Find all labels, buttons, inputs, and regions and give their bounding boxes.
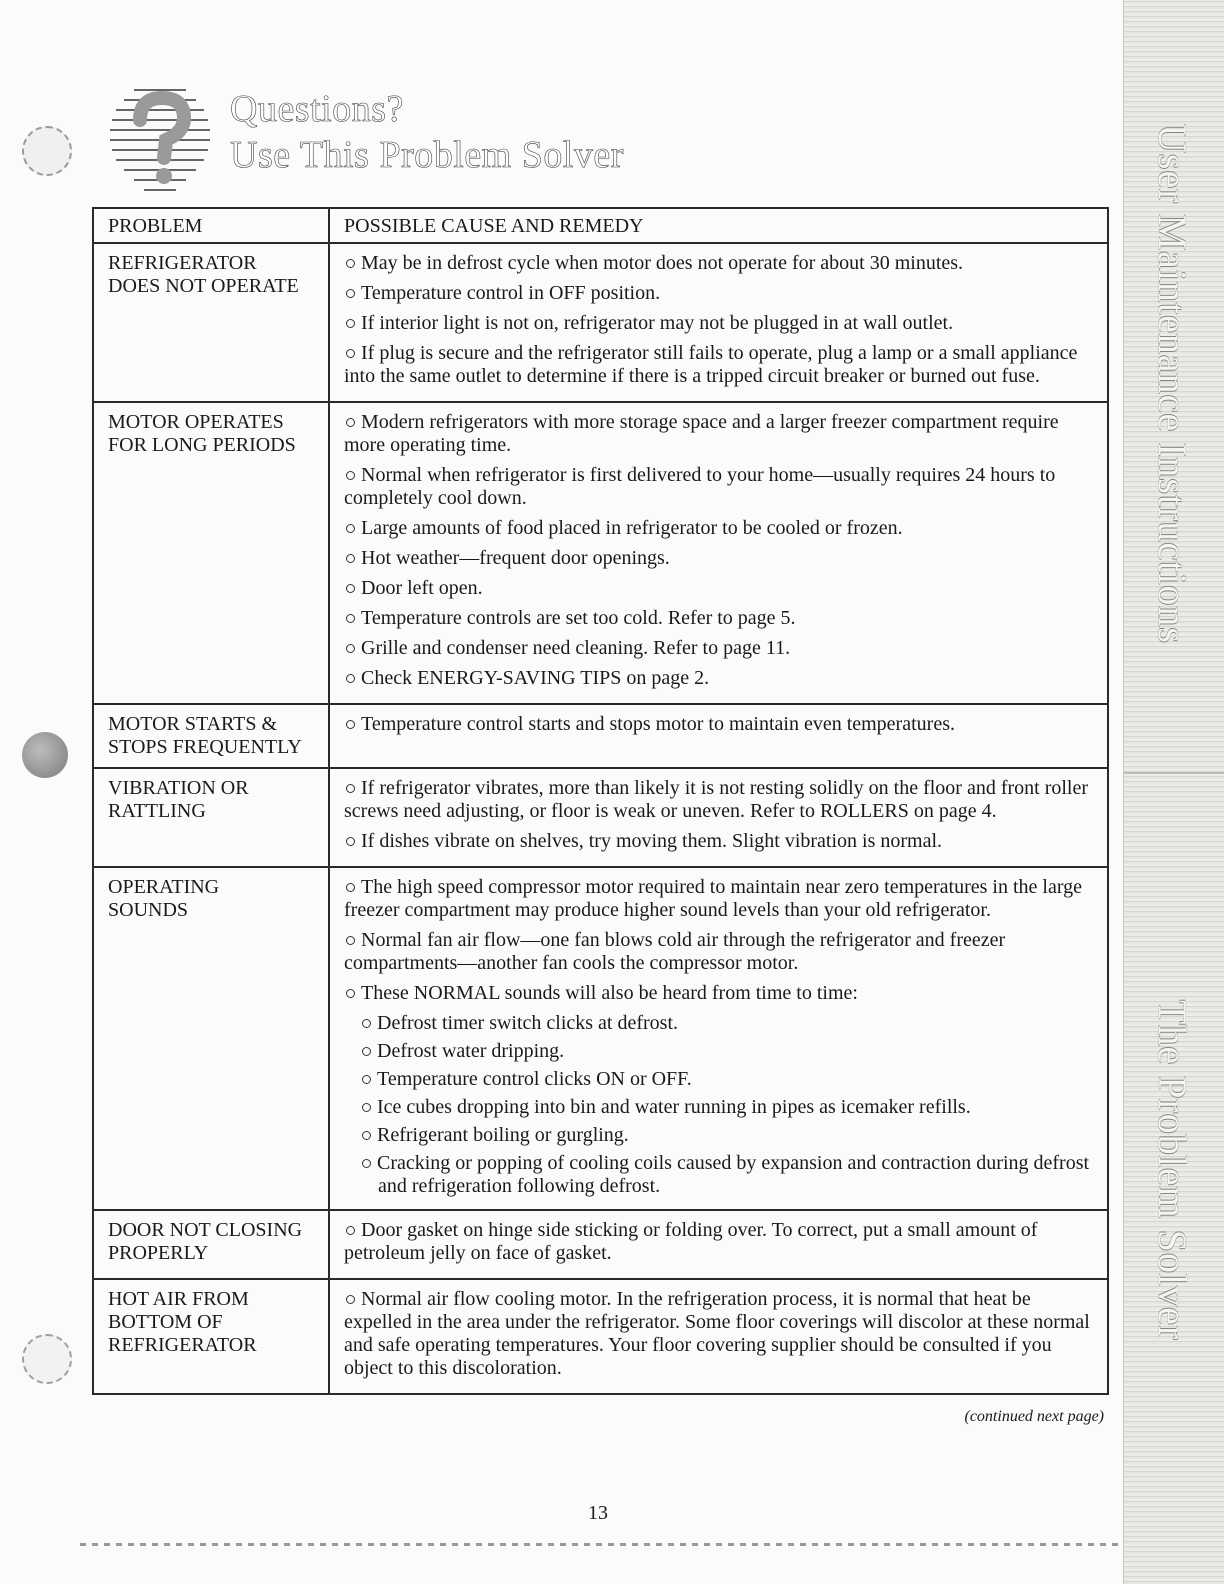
remedy-cell bbox=[330, 705, 1107, 767]
remedy-item: Normal when refrigerator is first delivered to your home—usually requires 24 hours to completely cool down. bbox=[344, 464, 1056, 509]
bullet-icon bbox=[346, 259, 355, 268]
bullet-icon bbox=[346, 1295, 355, 1304]
remedy-item: If refrigerator vibrates, more than likely it is not resting solidly on the floor and front roller screws need adjusting, or floor is weak or uneven. Refer to ROLLERS on page 4. bbox=[344, 777, 1089, 822]
side-tab-label-maintenance: User Maintenance Instructions bbox=[1150, 124, 1195, 644]
table-row bbox=[94, 705, 1107, 769]
bullet-icon bbox=[346, 1226, 355, 1235]
question-mark-icon bbox=[104, 84, 216, 196]
problem-line: FOR LONG PERIODS bbox=[108, 434, 296, 456]
problem-line: RATTLING bbox=[108, 800, 206, 822]
table-row bbox=[94, 1280, 1107, 1395]
bullet-icon bbox=[362, 1103, 371, 1112]
problem-line: REFRIGERATOR bbox=[108, 252, 257, 274]
bullet-icon bbox=[346, 418, 355, 427]
sub-remedy-item: Ice cubes dropping into bin and water running in pipes as icemaker refills. bbox=[360, 1096, 1091, 1119]
bullet-icon bbox=[346, 644, 355, 653]
problem-line: BOTTOM OF bbox=[108, 1311, 223, 1333]
side-tab-label-problem-solver: The Problem Solver bbox=[1150, 1000, 1195, 1341]
remedy-item: The high speed compressor motor required to maintain near zero temperatures in the large freezer compartment may produce higher sound levels than your old refrigerator. bbox=[344, 876, 1083, 921]
remedy-item: If dishes vibrate on shelves, try moving them. Slight vibration is normal. bbox=[344, 830, 1091, 853]
remedy-item: If plug is secure and the refrigerator still fails to operate, plug a lamp or a small appliance into the same outlet to determine if there is a tripped circuit breaker or burned out fuse. bbox=[344, 342, 1078, 387]
column-header-problem: PROBLEM bbox=[94, 209, 330, 242]
table-header-row bbox=[94, 209, 1107, 244]
binder-hole-icon bbox=[22, 126, 72, 176]
remedy-item: May be in defrost cycle when motor does not operate for about 30 minutes. bbox=[344, 252, 1091, 275]
problem-line: DOES NOT OPERATE bbox=[108, 275, 299, 297]
bullet-icon bbox=[346, 584, 355, 593]
side-tab-strip bbox=[1123, 0, 1224, 1584]
remedy-item: Normal air flow cooling motor. In the refrigeration process, it is normal that heat be expelled in the area under the refrigerator. Some floor coverings will discolor at these normal and safe operating temperatures. Your floor covering supplier should be consulted if you object to this discoloration. bbox=[344, 1288, 1090, 1379]
bullet-icon bbox=[362, 1159, 371, 1168]
footer-divider bbox=[80, 1543, 1120, 1546]
problem-cell bbox=[94, 705, 330, 767]
problem-line: MOTOR OPERATES bbox=[108, 411, 284, 433]
remedy-cell bbox=[330, 769, 1107, 866]
remedy-item: Hot weather—frequent door openings. bbox=[344, 547, 1091, 570]
bullet-icon bbox=[346, 784, 355, 793]
bullet-icon bbox=[346, 883, 355, 892]
remedy-cell bbox=[330, 1280, 1107, 1393]
remedy-item: Temperature control starts and stops motor to maintain even temperatures. bbox=[344, 713, 1091, 736]
problem-line: STOPS FREQUENTLY bbox=[108, 736, 302, 758]
sub-remedy-item: Cracking or popping of cooling coils caused by expansion and contraction during defrost and refrigeration following defrost. bbox=[360, 1152, 1091, 1198]
remedy-cell bbox=[330, 1211, 1107, 1278]
title-line-1: Questions? bbox=[230, 88, 404, 130]
remedy-item: Temperature controls are set too cold. Refer to page 5. bbox=[344, 607, 1091, 630]
bullet-icon bbox=[346, 674, 355, 683]
remedy-item: If interior light is not on, refrigerator may not be plugged in at wall outlet. bbox=[344, 312, 1091, 335]
problem-line: SOUNDS bbox=[108, 899, 189, 921]
binder-hole-icon bbox=[22, 1334, 72, 1384]
sub-remedy-item: Refrigerant boiling or gurgling. bbox=[360, 1124, 1091, 1147]
binder-hole-icon bbox=[22, 732, 68, 778]
remedy-item: Large amounts of food placed in refrigerator to be cooled or frozen. bbox=[344, 517, 1091, 540]
bullet-icon bbox=[346, 319, 355, 328]
sub-remedy-item: Temperature control clicks ON or OFF. bbox=[360, 1068, 1091, 1091]
remedy-item: Grille and condenser need cleaning. Refer to page 11. bbox=[344, 637, 1091, 660]
bullet-icon bbox=[346, 720, 355, 729]
table-row bbox=[94, 769, 1107, 868]
problem-line: OPERATING bbox=[108, 876, 220, 898]
problem-line: MOTOR STARTS & bbox=[108, 713, 278, 735]
problem-line: DOOR NOT CLOSING bbox=[108, 1219, 303, 1241]
table-row bbox=[94, 1211, 1107, 1280]
bullet-icon bbox=[362, 1047, 371, 1056]
remedy-item: Temperature control in OFF position. bbox=[344, 282, 1091, 305]
remedy-item: These NORMAL sounds will also be heard from time to time: bbox=[344, 982, 1091, 1005]
remedy-item: Modern refrigerators with more storage space and a larger freezer compartment require more operating time. bbox=[344, 411, 1059, 456]
remedy-item: Door gasket on hinge side sticking or folding over. To correct, put a small amount of petroleum jelly on face of gasket. bbox=[344, 1219, 1038, 1264]
remedy-cell bbox=[330, 244, 1107, 401]
problem-line: VIBRATION OR bbox=[108, 777, 249, 799]
page-title bbox=[230, 86, 624, 178]
continued-note: (continued next page) bbox=[964, 1408, 1104, 1425]
problem-cell bbox=[94, 403, 330, 703]
remedy-item: Normal fan air flow—one fan blows cold air through the refrigerator and freezer compartments—another fan cools the compressor motor. bbox=[344, 929, 1006, 974]
table-row bbox=[94, 403, 1107, 705]
problem-cell bbox=[94, 244, 330, 401]
problem-line: REFRIGERATOR bbox=[108, 1334, 257, 1356]
problem-cell bbox=[94, 868, 330, 1209]
page-number: 13 bbox=[588, 1502, 608, 1524]
bullet-icon bbox=[346, 614, 355, 623]
problem-cell bbox=[94, 1280, 330, 1393]
problem-line: HOT AIR FROM bbox=[108, 1288, 249, 1310]
bullet-icon bbox=[346, 524, 355, 533]
table-row bbox=[94, 868, 1107, 1211]
remedy-cell bbox=[330, 403, 1107, 703]
remedy-item: Check ENERGY-SAVING TIPS on page 2. bbox=[344, 667, 1091, 690]
bullet-icon bbox=[346, 289, 355, 298]
bullet-icon bbox=[362, 1131, 371, 1140]
remedy-cell bbox=[330, 868, 1107, 1209]
sub-remedy-item: Defrost water dripping. bbox=[360, 1040, 1091, 1063]
bullet-icon bbox=[346, 837, 355, 846]
problem-cell bbox=[94, 769, 330, 866]
bullet-icon bbox=[362, 1019, 371, 1028]
bullet-icon bbox=[346, 989, 355, 998]
column-header-remedy: POSSIBLE CAUSE AND REMEDY bbox=[344, 215, 644, 237]
bullet-icon bbox=[362, 1075, 371, 1084]
bullet-icon bbox=[346, 349, 355, 358]
problem-line: PROPERLY bbox=[108, 1242, 209, 1264]
sub-remedy-item: Defrost timer switch clicks at defrost. bbox=[360, 1012, 1091, 1035]
title-line-2: Use This Problem Solver bbox=[230, 134, 624, 176]
table-row bbox=[94, 244, 1107, 403]
bullet-icon bbox=[346, 471, 355, 480]
bullet-icon bbox=[346, 936, 355, 945]
problem-cell bbox=[94, 1211, 330, 1278]
side-tab-divider bbox=[1124, 772, 1224, 774]
problem-solver-table bbox=[92, 207, 1109, 1395]
remedy-item: Door left open. bbox=[344, 577, 1091, 600]
bullet-icon bbox=[346, 554, 355, 563]
